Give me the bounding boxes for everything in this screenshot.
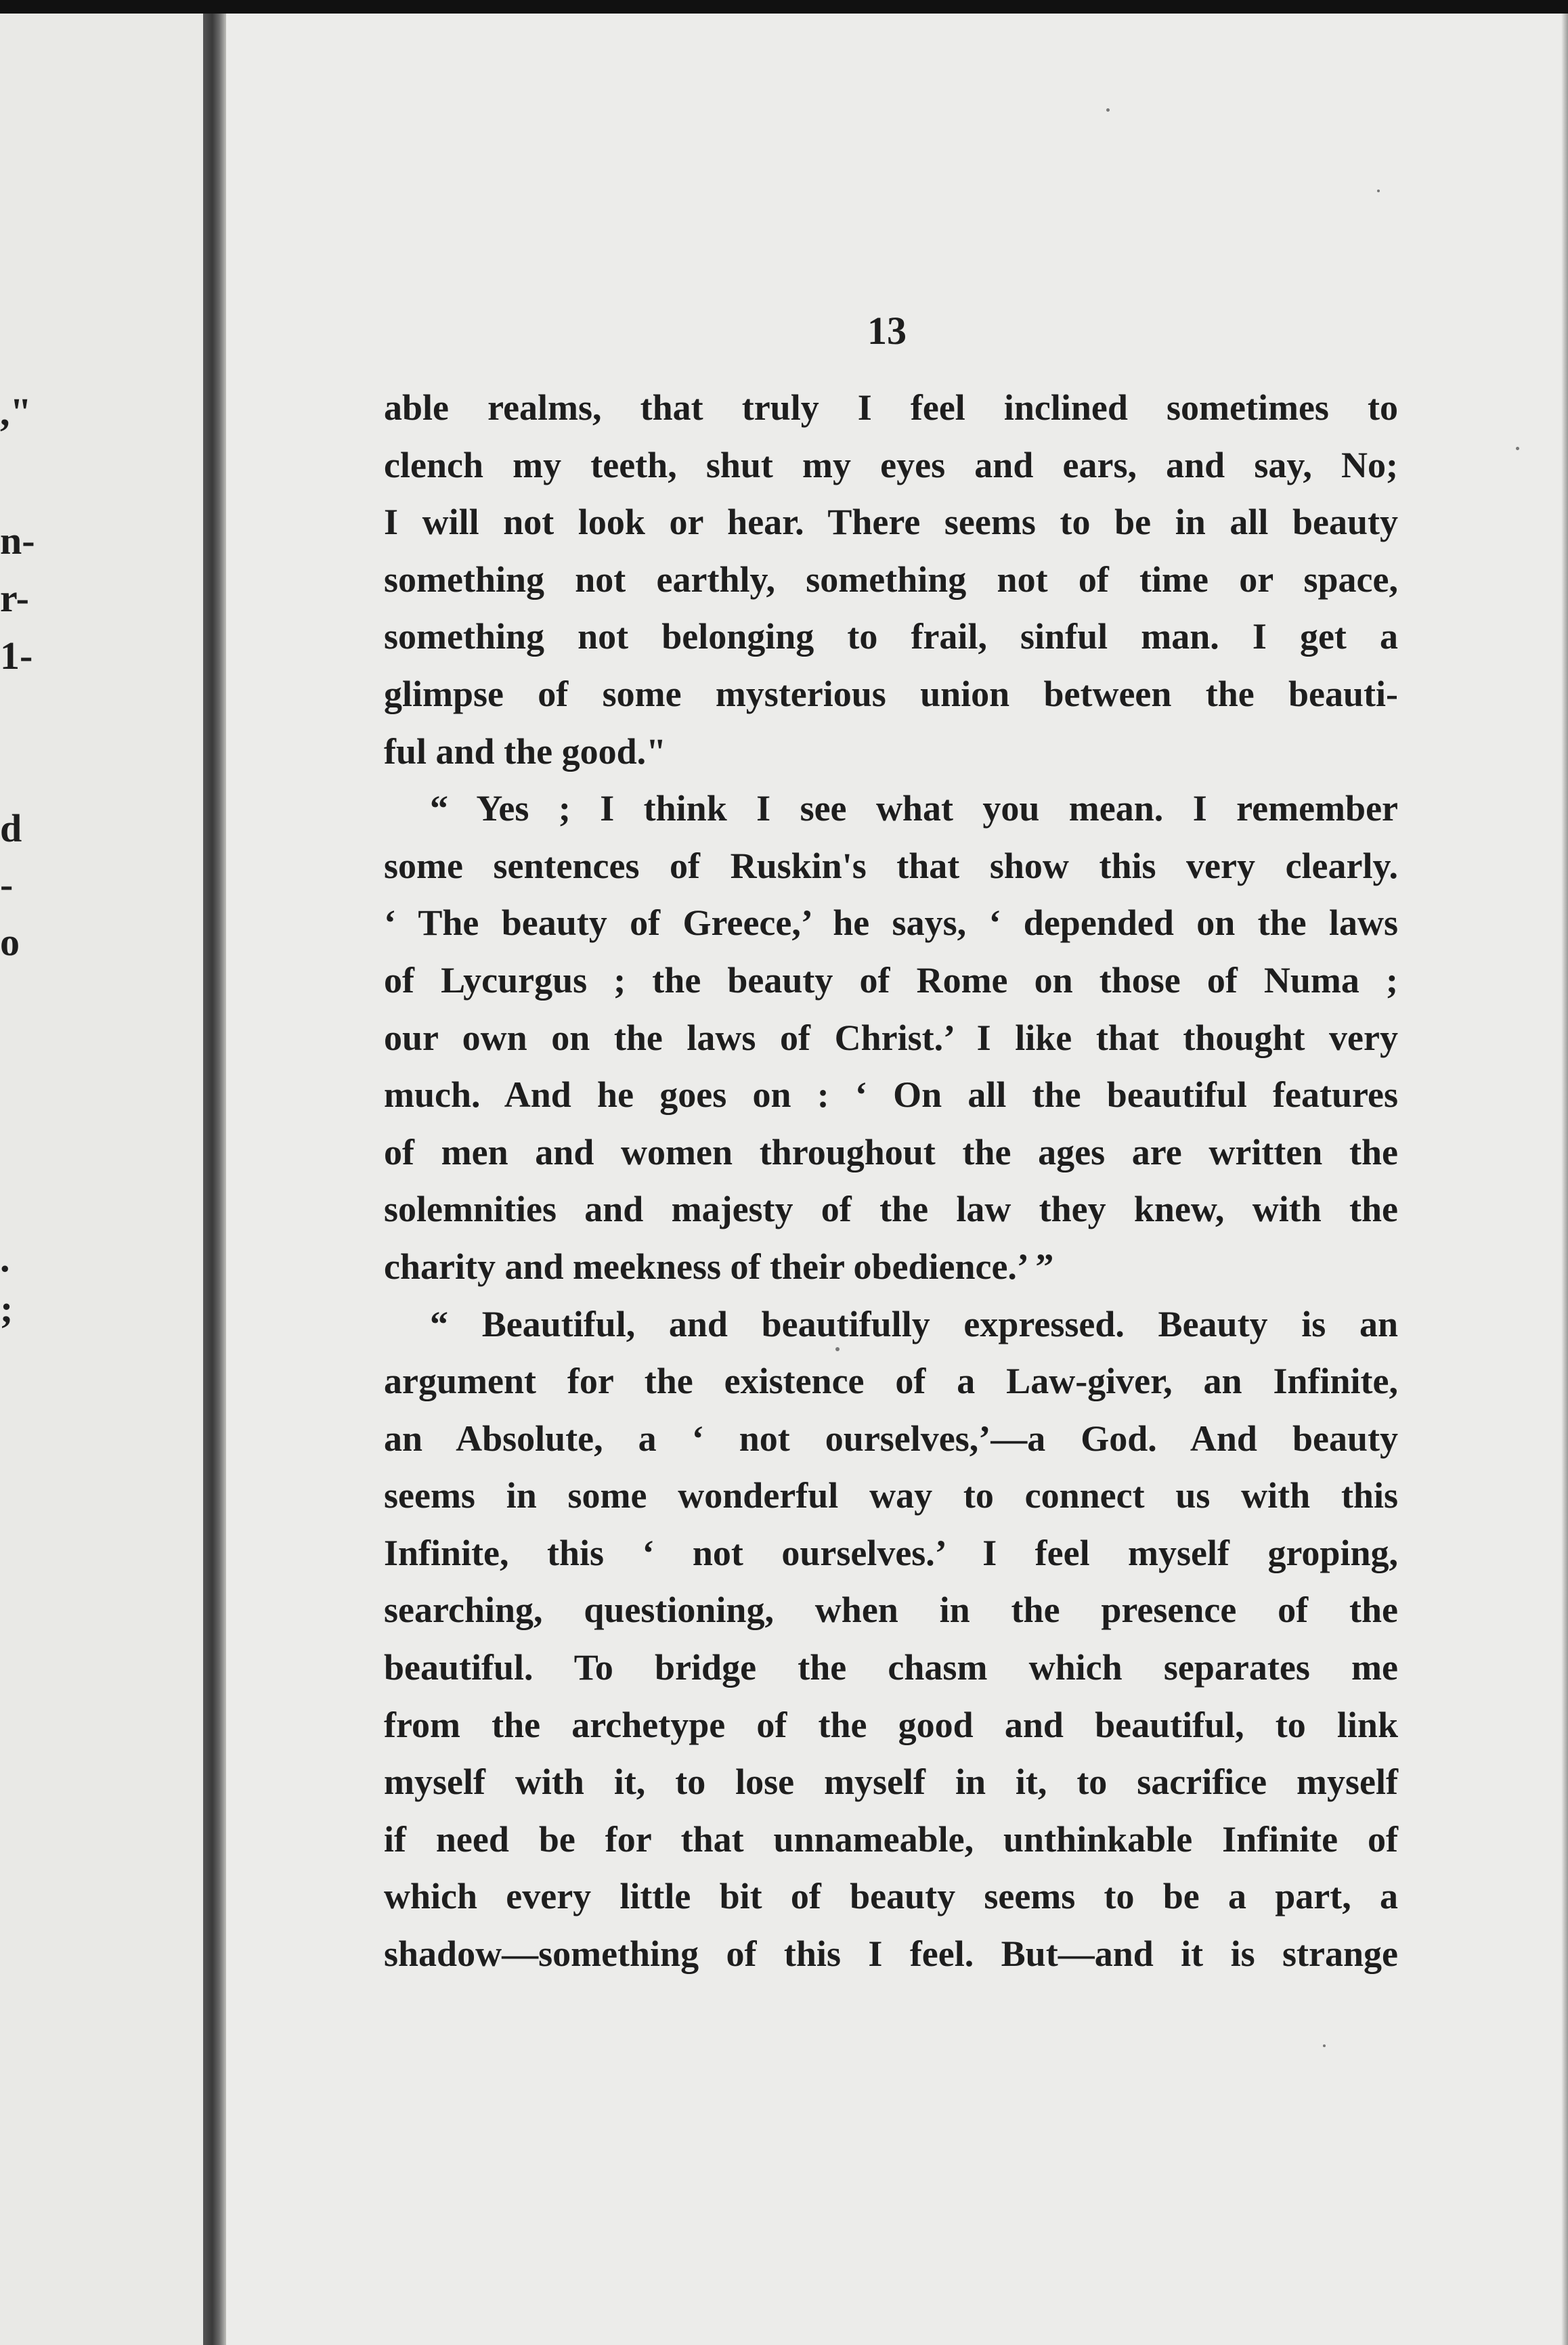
margin-fragment: ,"	[0, 390, 32, 434]
paragraph-2	[384, 780, 1398, 1295]
text-line: argument for the existence of a Law-giver, an Infinite,	[384, 1361, 1398, 1402]
margin-fragment: o	[0, 920, 20, 964]
facing-page-edge	[0, 14, 203, 2345]
paragraph-1	[384, 379, 1398, 780]
margin-fragment: ;	[0, 1287, 14, 1331]
text-line: which every little bit of beauty seems to be a part, a	[384, 1876, 1398, 1917]
margin-fragment: -	[0, 862, 14, 906]
scan-top-border	[0, 0, 1568, 14]
text-line: myself with it, to lose myself in it, to sacrifice myself	[384, 1761, 1398, 1803]
paper-speck	[1377, 190, 1380, 192]
paragraph-3	[384, 1296, 1398, 1983]
text-line: beautiful. To bridge the chasm which separates me	[384, 1647, 1398, 1688]
text-line: our own on the laws of Christ.’ I like that thought very	[384, 1017, 1398, 1058]
margin-fragment: r-	[0, 576, 29, 620]
text-line: Infinite, this ‘ not ourselves.’ I feel myself groping,	[384, 1532, 1398, 1573]
text-line: seems in some wonderful way to connect us with this	[384, 1475, 1398, 1516]
page-number: 13	[867, 309, 907, 353]
text-line: of Lycurgus ; the beauty of Rome on those of Numa ;	[384, 959, 1398, 1001]
text-line: some sentences of Ruskin's that show this very clearly.	[384, 845, 1398, 886]
text-line: glimpse of some mysterious union between the beauti-	[384, 673, 1398, 714]
text-line: charity and meekness of their obedience.’ ”	[384, 1246, 1054, 1287]
paper-speck	[1106, 108, 1110, 112]
text-line: something not belonging to frail, sinful man. I get a	[384, 616, 1398, 657]
page-right-edge	[1561, 14, 1568, 2345]
text-line: shadow—something of this I feel. But—and it is strange	[384, 1933, 1398, 1975]
margin-fragment: d	[0, 806, 22, 850]
margin-fragment: .	[0, 1236, 10, 1280]
book-gutter	[203, 14, 226, 2345]
text-line: ‘ The beauty of Greece,’ he says, ‘ depended on the laws	[384, 902, 1398, 944]
text-line: an Absolute, a ‘ not ourselves,’—a God. And beauty	[384, 1418, 1398, 1459]
text-line: “ Beautiful, and beautifully expressed. Beauty is an	[430, 1303, 1398, 1344]
text-line: clench my teeth, shut my eyes and ears, and say, No;	[384, 444, 1398, 485]
text-line: ful and the good."	[384, 730, 667, 772]
text-line: much. And he goes on : ‘ On all the beautiful features	[384, 1074, 1398, 1116]
paper-speck	[1323, 2044, 1326, 2047]
margin-fragment: n-	[0, 519, 35, 563]
text-line: if need be for that unnameable, unthinkable Infinite of	[384, 1818, 1398, 1860]
text-line: from the archetype of the good and beautiful, to link	[384, 1704, 1398, 1745]
body-text	[384, 379, 1398, 1983]
text-line: able realms, that truly I feel inclined sometimes to	[384, 387, 1398, 428]
text-line: solemnities and majesty of the law they knew, with the	[384, 1189, 1398, 1230]
paper-speck	[1516, 447, 1519, 450]
text-line: something not earthly, something not of time or space,	[384, 558, 1398, 600]
margin-fragment: 1-	[0, 634, 33, 678]
text-line: of men and women throughout the ages are written the	[384, 1131, 1398, 1172]
text-line: searching, questioning, when in the presence of the	[384, 1590, 1398, 1631]
text-line: “ Yes ; I think I see what you mean. I remember	[430, 788, 1398, 829]
text-line: I will not look or hear. There seems to be in all beauty	[384, 502, 1398, 543]
